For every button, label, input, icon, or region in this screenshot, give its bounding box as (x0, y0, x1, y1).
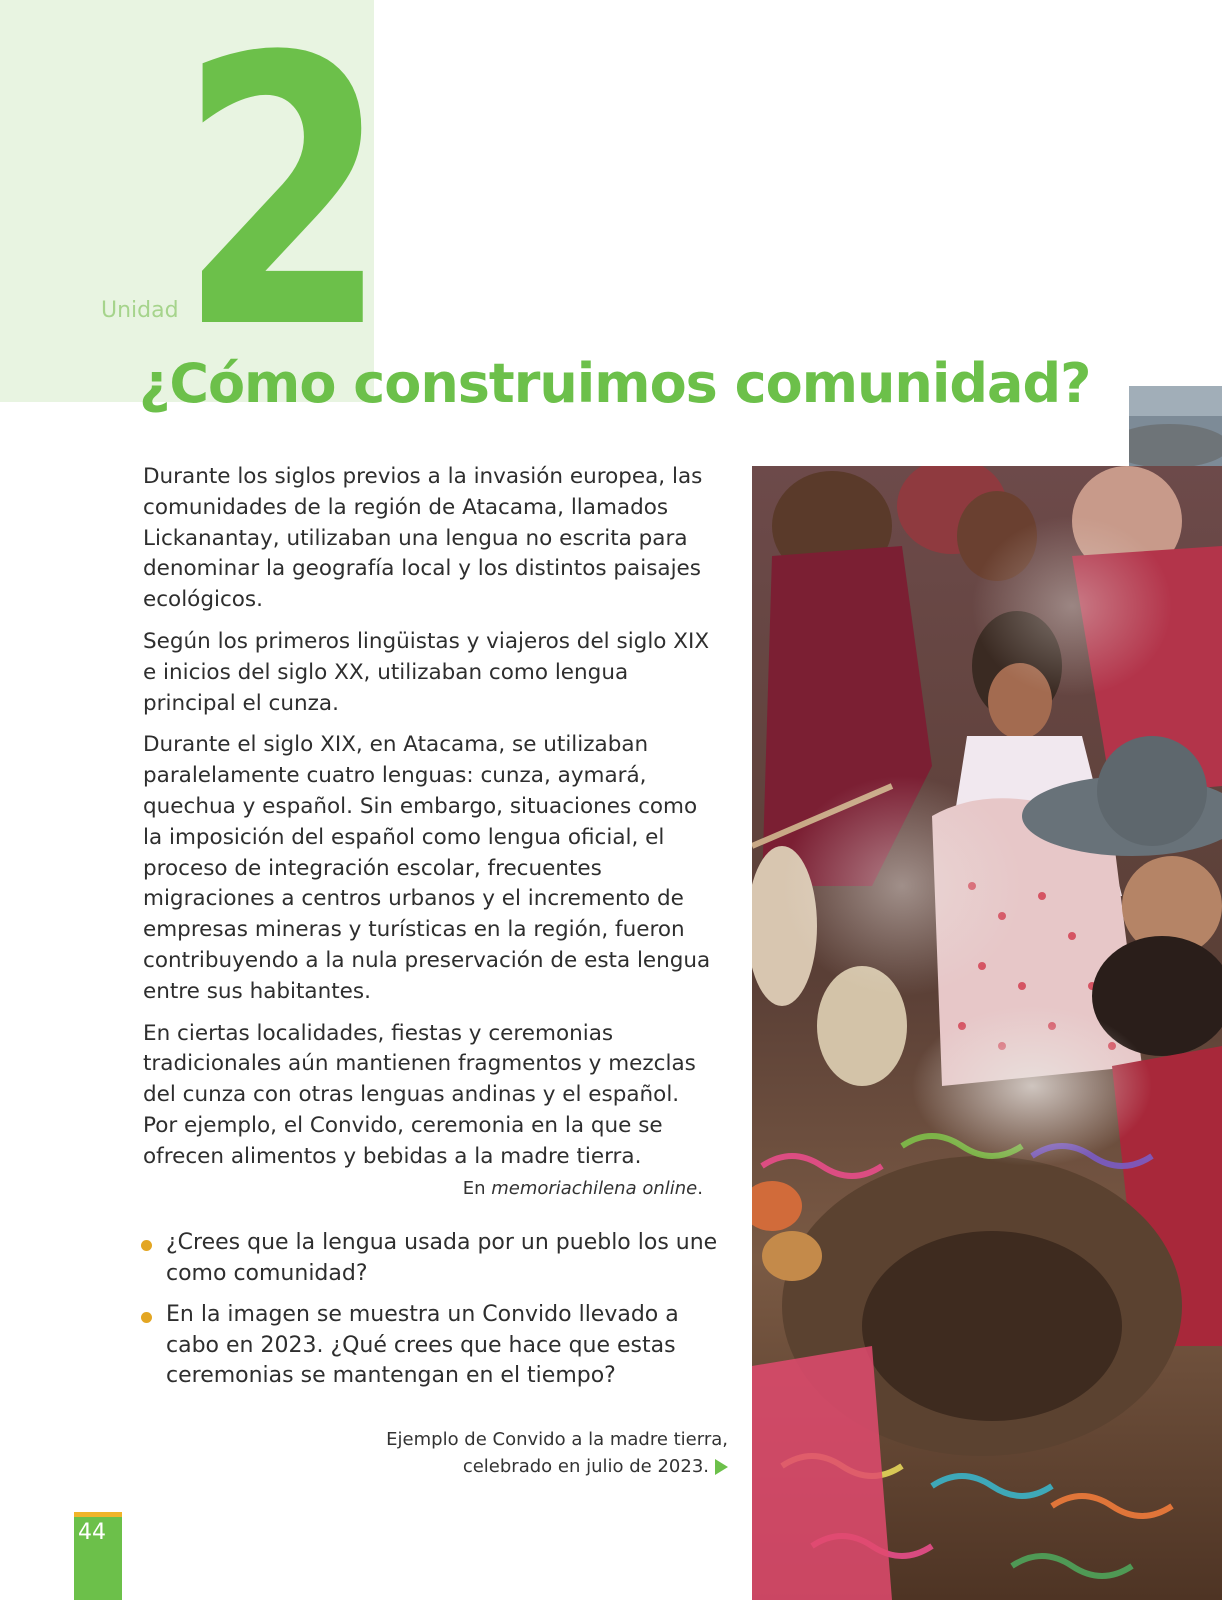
page-title: ¿Cómo construimos comunidad? (139, 352, 1091, 415)
photo-caption (330, 1426, 728, 1480)
body-paragraph: Durante los siglos previos a la invasión europea, las comunidades de la región de Atacama, llamados Lickanantay, utilizaban una lengua no escrita para denominar la geografía local y los distintos paisajes ecológicos. (143, 464, 703, 613)
page-number: 44 (78, 1520, 106, 1545)
photo-top-tab (1129, 386, 1222, 468)
question-text: En la imagen se muestra un Convido llevado a cabo en 2023. ¿Qué crees que hace que estas ceremonias se mantengan en el tiempo? (166, 1302, 679, 1388)
question-item (140, 1228, 720, 1289)
arrow-right-icon (715, 1459, 728, 1475)
bullet-icon (141, 1312, 152, 1323)
citation-prefix: En (462, 1177, 492, 1199)
caption-line: Ejemplo de Convido a la madre tierra, (386, 1429, 728, 1450)
unit-number: 2 (178, 0, 381, 410)
citation-suffix: . (697, 1177, 703, 1199)
convido-ceremony-photo (752, 466, 1222, 1600)
unit-label: Unidad (101, 298, 179, 323)
body-text (143, 462, 713, 1199)
discussion-questions (140, 1228, 720, 1403)
body-paragraph: Según los primeros lingüistas y viajeros del siglo XIX e inicios del siglo XX, utilizaban como lengua principal el cunza. (143, 628, 710, 716)
body-paragraph: En ciertas localidades, fiestas y ceremonias tradicionales aún mantienen fragmentos y mezclas del cunza con otras lenguas andinas y el español. Por ejemplo, el Convido, ceremonia en la que se ofrecen alimentos y bebidas a la madre tierra. (143, 1020, 696, 1169)
question-item (140, 1300, 720, 1392)
source-citation (143, 1178, 703, 1199)
bullet-icon (141, 1240, 152, 1251)
citation-source: memoriachilena online (491, 1177, 698, 1199)
caption-line: celebrado en julio de 2023. (462, 1456, 709, 1477)
question-text: ¿Crees que la lengua usada por un pueblo los une como comunidad? (166, 1230, 718, 1286)
body-paragraph: Durante el siglo XIX, en Atacama, se utilizaban paralelamente cuatro lenguas: cunza, aymará, quechua y español. Sin embargo, situaciones como la imposición del español como lengua oficial, el proceso de integración escolar, frecuentes migraciones a centros urbanos y el incremento de empresas mineras y turísticas en la región, fueron contribuyendo a la nula preservación de esta lengua entre sus habitantes. (143, 732, 711, 1004)
